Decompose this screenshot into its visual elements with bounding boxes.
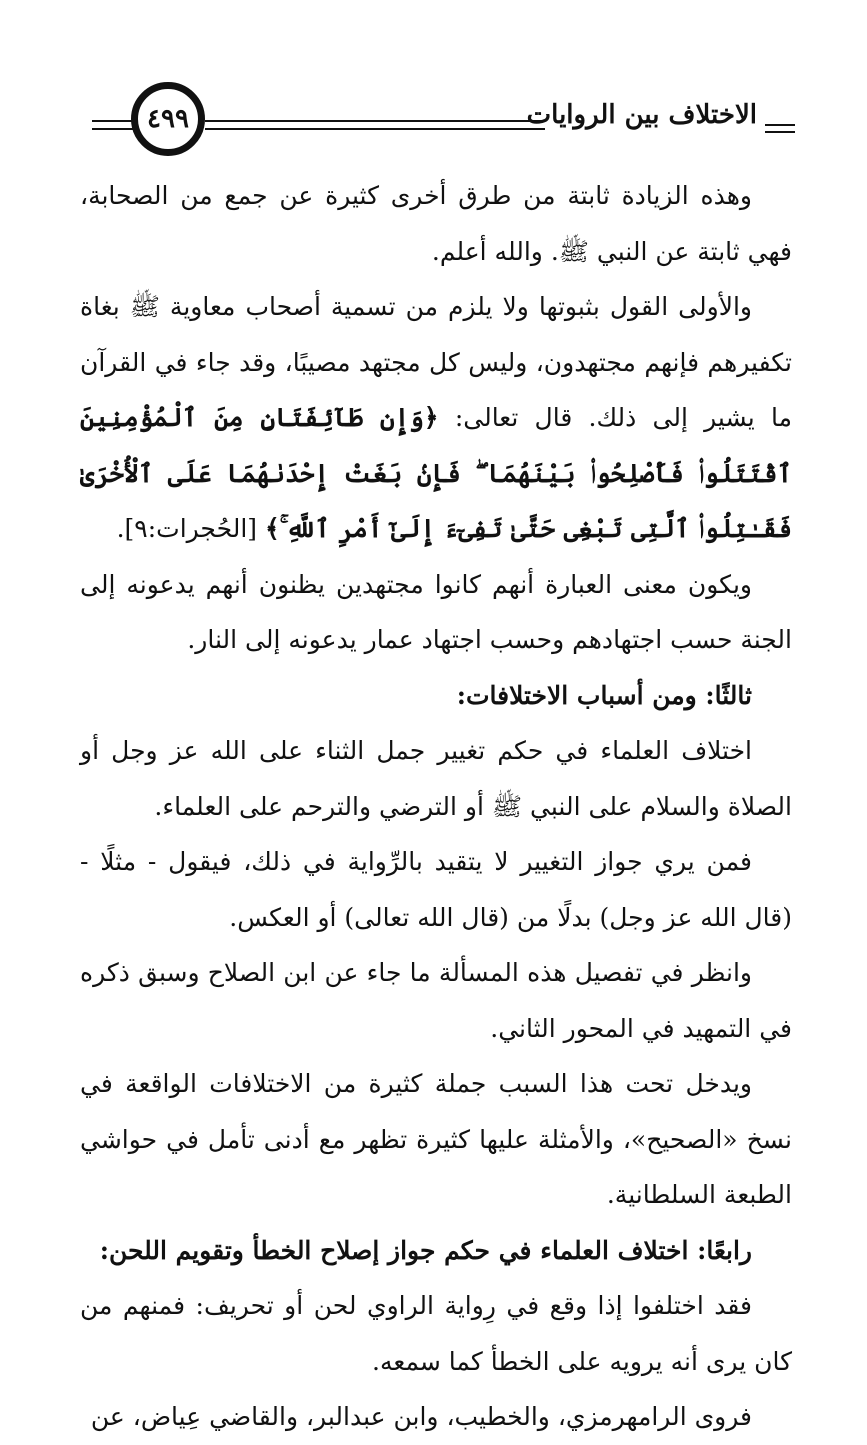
running-header-title: الاختلاف بين الروايات bbox=[526, 100, 757, 130]
page-number: ٤٩٩ bbox=[147, 104, 189, 134]
paragraph: والأولى القول بثبوتها ولا يلزم من تسمية أصحاب معاوية ﷺ بغاة تكفيرهم فإنهم مجتهدون، وليس كل مجتهد مصيبًا، وقد جاء في القرآن ما يشير إلى ذلك. قال تعالى: ﴿وَإِن طَآئِفَتَانِ مِنَ ٱلْمُؤْمِنِينَ ٱقْتَتَلُوا۟ فَأَصْلِحُوا۟ بَيْنَهُمَا ۖ فَإِنۢ بَغَتْ إِحْدَىٰهُمَا عَلَى ٱلْأُخْرَىٰ فَقَـٰتِلُوا۟ ٱلَّتِى تَبْغِى حَتَّىٰ تَفِىٓءَ إِلَىٰٓ أَمْرِ ٱللَّهِ ۚ﴾ [الحُجرات:٩]. bbox=[80, 292, 792, 543]
verse-reference: [الحُجرات:٩]. bbox=[116, 514, 258, 543]
header-rule-left-bottom bbox=[92, 128, 134, 130]
body-text bbox=[80, 168, 792, 1445]
paragraph: ويدخل تحت هذا السبب جملة كثيرة من الاختلافات الواقعة في نسخ «الصحيح»، والأمثلة عليها كثيرة تظهر مع أدنى تأمل في حواشي الطبعة السلطانية. bbox=[80, 1069, 792, 1209]
paragraph: اختلاف العلماء في حكم تغيير جمل الثناء على الله عز وجل أو الصلاة والسلام على النبي ﷺ أو الترضي والترحم على العلماء. bbox=[80, 736, 792, 821]
header-rule-middle-bottom bbox=[205, 128, 545, 130]
page-number-badge bbox=[131, 82, 205, 156]
header-rule-left-top bbox=[92, 120, 134, 122]
paragraph: فمن يري جواز التغيير لا يتقيد بالرِّواية في ذلك، فيقول - مثلًا - (قال الله عز وجل) بدلًا من (قال الله تعالى) أو العكس. bbox=[80, 847, 792, 932]
quran-verse: ﴿وَإِن طَآئِفَتَانِ مِنَ ٱلْمُؤْمِنِينَ ٱقْتَتَلُوا۟ فَأَصْلِحُوا۟ بَيْنَهُمَا ۖ فَإِنۢ بَغَتْ إِحْدَىٰهُمَا عَلَى ٱلْأُخْرَىٰ فَقَـٰتِلُوا۟ ٱلَّتِى تَبْغِى حَتَّىٰ تَفِىٓءَ إِلَىٰٓ أَمْرِ ٱللَّهِ ۚ﴾ bbox=[80, 403, 792, 543]
paragraph: ويكون معنى العبارة أنهم كانوا مجتهدين يظنون أنهم يدعونه إلى الجنة حسب اجتهادهم وحسب اجتهاد عمار يدعونه إلى النار. bbox=[80, 569, 792, 654]
section-heading: ثالثًا: ومن أسباب الاختلافات: bbox=[456, 680, 752, 710]
paragraph: فروى الرامهرمزي، والخطيب، وابن عبدالبر، والقاضي عِياض، عن bbox=[90, 1402, 752, 1431]
section-heading: رابعًا: اختلاف العلماء في حكم جواز إصلاح الخطأ وتقويم اللحن: bbox=[99, 1235, 752, 1265]
header-rule-middle-top bbox=[205, 120, 545, 122]
header-rule-right-bottom bbox=[765, 131, 795, 133]
paragraph: وهذه الزيادة ثابتة من طرق أخرى كثيرة عن جمع من الصحابة، فهي ثابتة عن النبي ﷺ. والله أعلم. bbox=[80, 181, 792, 266]
paragraph: فقد اختلفوا إذا وقع في رِواية الراوي لحن أو تحريف: فمنهم من كان يرى أنه يرويه على الخطأ كما سمعه. bbox=[80, 1291, 792, 1376]
header-rule-right-top bbox=[765, 124, 795, 126]
paragraph: وانظر في تفصيل هذه المسألة ما جاء عن ابن الصلاح وسبق ذكره في التمهيد في المحور الثاني. bbox=[80, 958, 792, 1043]
